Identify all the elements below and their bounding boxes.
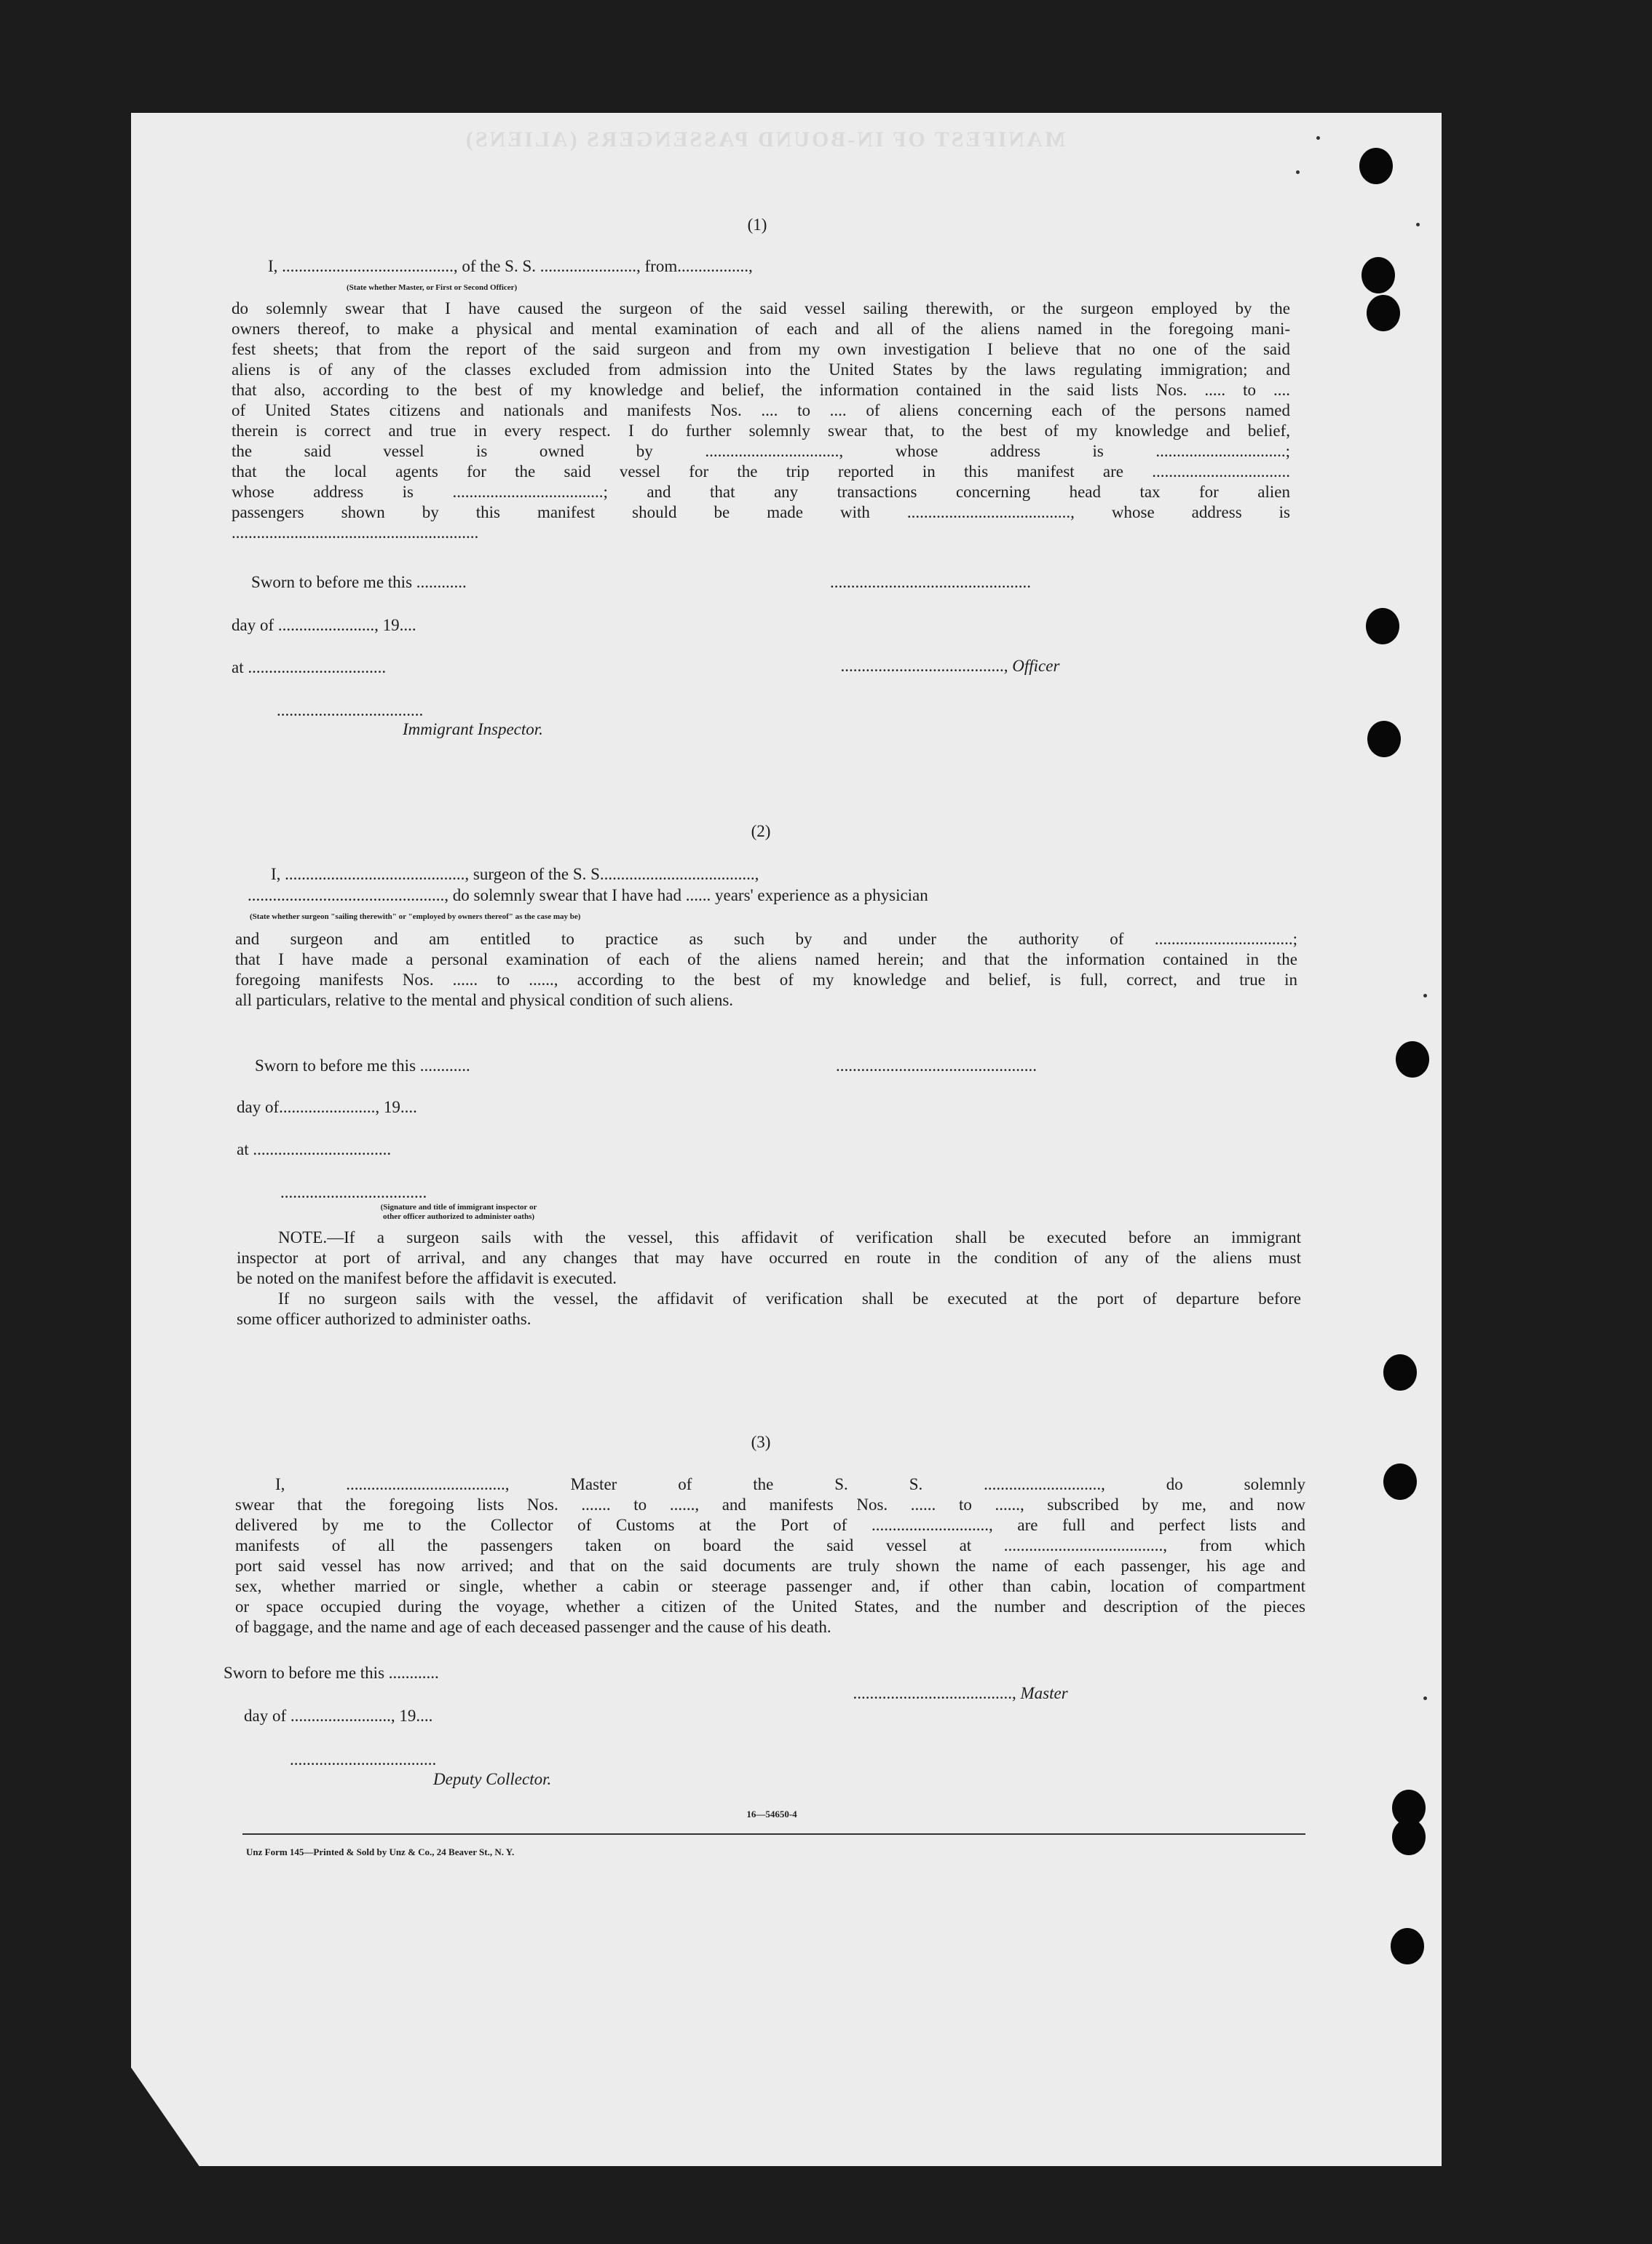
speck — [1423, 1696, 1427, 1700]
section-2-officer-line: ................................................ — [836, 1056, 1037, 1075]
section-2-line-2: ..............................................., do solemnly swear that I have had ...... years' experience as a physician — [248, 886, 928, 904]
speck — [1423, 994, 1427, 997]
note-line: inspector at port of arrival, and any changes that may have occurred en route in the condition of any of the aliens must — [237, 1249, 1301, 1267]
section-1-sworn: Sworn to before me this ............ — [251, 573, 467, 591]
punch-hole — [1361, 257, 1395, 293]
note-line: some officer authorized to administer oaths. — [237, 1310, 531, 1328]
speck — [1416, 223, 1420, 226]
section-2-note — [237, 1228, 1301, 1330]
body-line: therein is correct and true in every respect. I do further solemnly swear that, to the best of my knowledge and belief, — [232, 422, 1290, 440]
punch-hole — [1367, 295, 1400, 331]
body-line: that also, according to the best of my knowledge and belief, the information contained in the said lists Nos. ..... to .... — [232, 381, 1290, 399]
master-signature-line: ......................................, — [853, 1684, 1021, 1702]
section-2-number: (2) — [751, 822, 771, 840]
note-line: NOTE.—If a surgeon sails with the vessel, this affidavit of verification shall be executed before an immigrant — [278, 1228, 1301, 1247]
body-line: sex, whether married or single, whether a cabin or steerage passenger and, if other than cabin, location of compartment — [235, 1577, 1305, 1595]
master-label: Master — [1020, 1684, 1068, 1702]
section-2-signature-note-2: other officer authorized to administer oaths) — [382, 1212, 535, 1221]
body-line: all particulars, relative to the mental and physical condition of such aliens. — [235, 991, 734, 1009]
body-line: of baggage, and the name and age of each deceased passenger and the cause of his death. — [235, 1618, 831, 1636]
section-3-master-signature — [845, 1663, 1068, 1704]
body-line: fest sheets; that from the report of the said surgeon and from my own investigation I believe that no one of the said — [232, 340, 1290, 358]
body-line: I, ......................................, Master of the S. S. ............................, do solemnly — [275, 1475, 1305, 1493]
body-line: that the local agents for the said vessel for the trip reported in this manifest are ................................. — [232, 462, 1290, 481]
footer-printer: Unz Form 145—Printed & Sold by Unz & Co., 24 Beaver St., N. Y. — [246, 1846, 515, 1857]
form-code: 16—54650-4 — [746, 1809, 797, 1820]
punch-hole — [1392, 1819, 1426, 1855]
body-line: ........................................................... — [232, 524, 479, 542]
punch-hole — [1366, 608, 1399, 644]
section-1-at: at ................................. — [232, 658, 387, 676]
body-line: do solemnly swear that I have caused the surgeon of the said vessel sailing therewith, or the surgeon employed by the — [232, 299, 1290, 317]
section-1-day: day of ......................., 19.... — [232, 616, 416, 634]
punch-hole — [1396, 1041, 1429, 1078]
body-line: that I have made a personal examination of each of the aliens named herein; and that the information contained in the — [235, 950, 1297, 968]
section-2-day: day of......................., 19.... — [237, 1098, 417, 1116]
section-2-body — [235, 929, 1297, 1011]
officer-signature-line: ......................................., — [840, 657, 1013, 675]
body-line: aliens is of any of the classes excluded from admission into the United States by the laws regulating immigration; and — [232, 360, 1290, 379]
section-1-inspector-label: Immigrant Inspector. — [403, 720, 543, 738]
section-3-day: day of ........................, 19.... — [244, 1707, 433, 1725]
body-line: and surgeon and am entitled to practice as such by and under the authority of .................................; — [235, 930, 1297, 948]
note-line: If no surgeon sails with the vessel, the affidavit of verification shall be executed at the port of departure before — [278, 1289, 1301, 1308]
body-line: passengers shown by this manifest should be made with ......................................., whose address is — [232, 503, 1290, 521]
officer-label: Officer — [1012, 657, 1060, 675]
section-3-sworn: Sworn to before me this ............ — [224, 1664, 439, 1682]
section-1-officer-line: ................................................ — [830, 573, 1031, 591]
body-line: the said vessel is owned by ................................, whose address is ...............................; — [232, 442, 1290, 460]
speck — [1296, 170, 1300, 174]
body-line: delivered by me to the Collector of Customs at the Port of ............................, are full and perfect lists and — [235, 1516, 1305, 1534]
body-line: foregoing manifests Nos. ...... to ......, according to the best of my knowledge and belief, is full, correct, and true in — [235, 971, 1297, 989]
body-line: manifests of all the passengers taken on board the said vessel at ......................................, from which — [235, 1536, 1305, 1554]
section-1-body — [232, 299, 1290, 543]
section-1-officer-signature — [832, 636, 1059, 676]
section-1-number: (1) — [747, 216, 767, 234]
punch-hole — [1383, 1463, 1417, 1500]
section-3-body — [235, 1474, 1305, 1637]
section-1-opening-line: I, ........................................., of the S. S. ......................., from................., — [268, 257, 753, 275]
body-line: of United States citizens and nationals and manifests Nos. .... to .... of aliens concerning each of the persons named — [232, 401, 1290, 419]
section-2-line-1: I, ..........................................., surgeon of the S. S....................................., — [271, 865, 759, 883]
section-3-collector-label: Deputy Collector. — [433, 1770, 552, 1788]
section-3-collector-line: ................................... — [290, 1750, 437, 1769]
section-2-line-2-note: (State whether surgeon "sailing therewith" or "employed by owners thereof" as the case may be) — [250, 912, 581, 921]
section-1-opening-note: (State whether Master, or First or Second Officer) — [347, 283, 518, 292]
punch-hole — [1383, 1354, 1417, 1391]
note-line: be noted on the manifest before the affidavit is executed. — [237, 1269, 617, 1287]
section-2-signature-note-1: (Signature and title of immigrant inspector or — [380, 1203, 537, 1212]
section-2-at: at ................................. — [237, 1140, 392, 1158]
body-line: or space occupied during the voyage, whether a citizen of the United States, and the number and description of the pieces — [235, 1597, 1305, 1616]
body-line: owners thereof, to make a physical and mental examination of each and all of the aliens named in the foregoing mani- — [232, 320, 1290, 338]
punch-hole — [1359, 148, 1393, 184]
section-2-signature-line: ................................... — [280, 1183, 427, 1201]
punch-hole — [1391, 1928, 1424, 1964]
body-line: port said vessel has now arrived; and that on the said documents are truly shown the name of each passenger, his age and — [235, 1557, 1305, 1575]
footer-rule — [242, 1833, 1305, 1835]
punch-hole — [1367, 721, 1401, 757]
body-line: swear that the foregoing lists Nos. ....... to ......, and manifests Nos. ...... to ......, subscribed by me, and now — [235, 1496, 1305, 1514]
section-2-sworn: Sworn to before me this ............ — [255, 1056, 470, 1075]
reverse-side-bleed-through: MANIFEST OF IN-BOUND PASSENGERS (ALIENS) — [463, 127, 1066, 151]
body-line: whose address is ....................................; and that any transactions concerning head tax for alien — [232, 483, 1290, 501]
speck — [1316, 136, 1320, 140]
section-1-inspector-line: ................................... — [277, 701, 424, 719]
section-3-number: (3) — [751, 1433, 771, 1451]
